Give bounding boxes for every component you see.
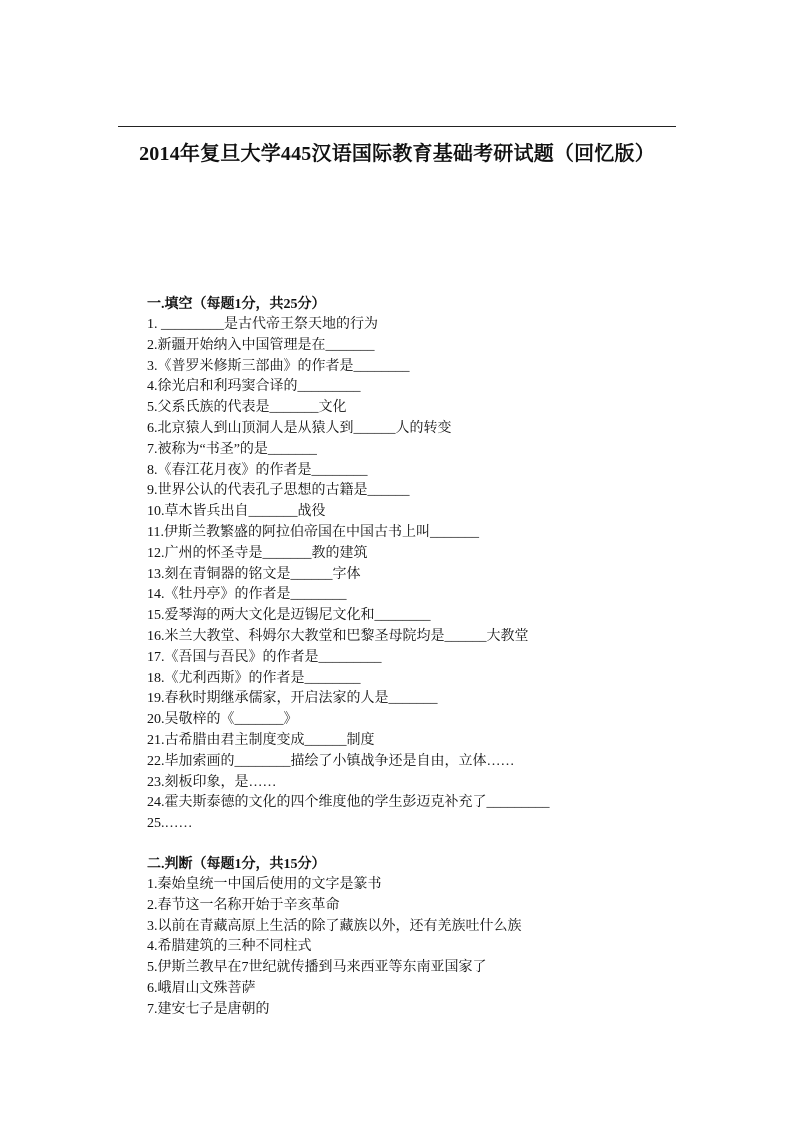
question-item: 6.峨眉山文殊菩萨 — [147, 980, 256, 996]
section-true-false — [147, 854, 522, 1021]
question-item: 22.毕加索画的________描绘了小镇战争还是自由，立体…… — [147, 753, 515, 769]
header-rule — [118, 126, 676, 127]
question-item: 20.吴敬梓的《_______》 — [147, 712, 298, 728]
question-item: 21.古希腊由君主制度变成______制度 — [147, 732, 375, 748]
question-item: 2.春节这一名称开始于辛亥革命 — [147, 897, 340, 913]
question-item: 8.《春江花月夜》的作者是________ — [147, 462, 368, 478]
section-heading: 一.填空（每题1分，共25分） — [147, 297, 326, 312]
question-item: 13.刻在青铜器的铭文是______字体 — [147, 566, 361, 582]
question-item: 18.《尤利西斯》的作者是________ — [147, 670, 361, 686]
document-title: 2014年复旦大学445汉语国际教育基础考研试题（回忆版） — [139, 143, 655, 165]
question-item: 2.新疆开始纳入中国管理是在_______ — [147, 337, 375, 353]
question-item: 3.以前在青藏高原上生活的除了藏族以外，还有羌族吐什么族 — [147, 918, 522, 934]
question-item: 4.徐光启和利玛窦合译的_________ — [147, 379, 361, 395]
section-heading: 二.判断（每题1分，共15分） — [147, 857, 326, 872]
question-item: 3.《普罗米修斯三部曲》的作者是________ — [147, 358, 410, 374]
question-item: 7.建安七子是唐朝的 — [147, 1001, 270, 1017]
question-item: 17.《吾国与吾民》的作者是_________ — [147, 649, 382, 665]
question-item: 15.爱琴海的两大文化是迈锡尼文化和________ — [147, 608, 431, 624]
question-list — [147, 315, 550, 835]
question-item: 10.草木皆兵出自_______战役 — [147, 504, 326, 520]
question-item: 5.父系氏族的代表是_______文化 — [147, 400, 347, 416]
question-list — [147, 875, 522, 1021]
question-item: 24.霍夫斯泰德的文化的四个维度他的学生彭迈克补充了_________ — [147, 795, 550, 811]
section-fill-in-blank — [147, 294, 550, 835]
question-item: 11.伊斯兰教繁盛的阿拉伯帝国在中国古书上叫_______ — [147, 524, 479, 540]
question-item: 25.…… — [147, 816, 193, 832]
question-item: 4.希腊建筑的三种不同柱式 — [147, 939, 312, 955]
question-item: 23.刻板印象，是…… — [147, 774, 277, 790]
question-item: 1.秦始皇统一中国后使用的文字是篆书 — [147, 877, 382, 892]
question-item: 14.《牡丹亭》的作者是________ — [147, 587, 347, 603]
question-item: 6.北京猿人到山顶洞人是从猿人到______人的转变 — [147, 420, 452, 436]
question-item: 16.米兰大教堂、科姆尔大教堂和巴黎圣母院均是______大教堂 — [147, 628, 529, 644]
question-item: 7.被称为“书圣”的是_______ — [147, 441, 317, 457]
question-item: 19.春秋时期继承儒家，开启法家的人是_______ — [147, 691, 438, 707]
question-item: 5.伊斯兰教早在7世纪就传播到马来西亚等东南亚国家了 — [147, 960, 487, 976]
question-item: 1. _________是古代帝王祭天地的行为 — [147, 317, 378, 332]
question-item: 12.广州的怀圣寺是_______教的建筑 — [147, 545, 368, 561]
question-item: 9.世界公认的代表孔子思想的古籍是______ — [147, 483, 410, 499]
